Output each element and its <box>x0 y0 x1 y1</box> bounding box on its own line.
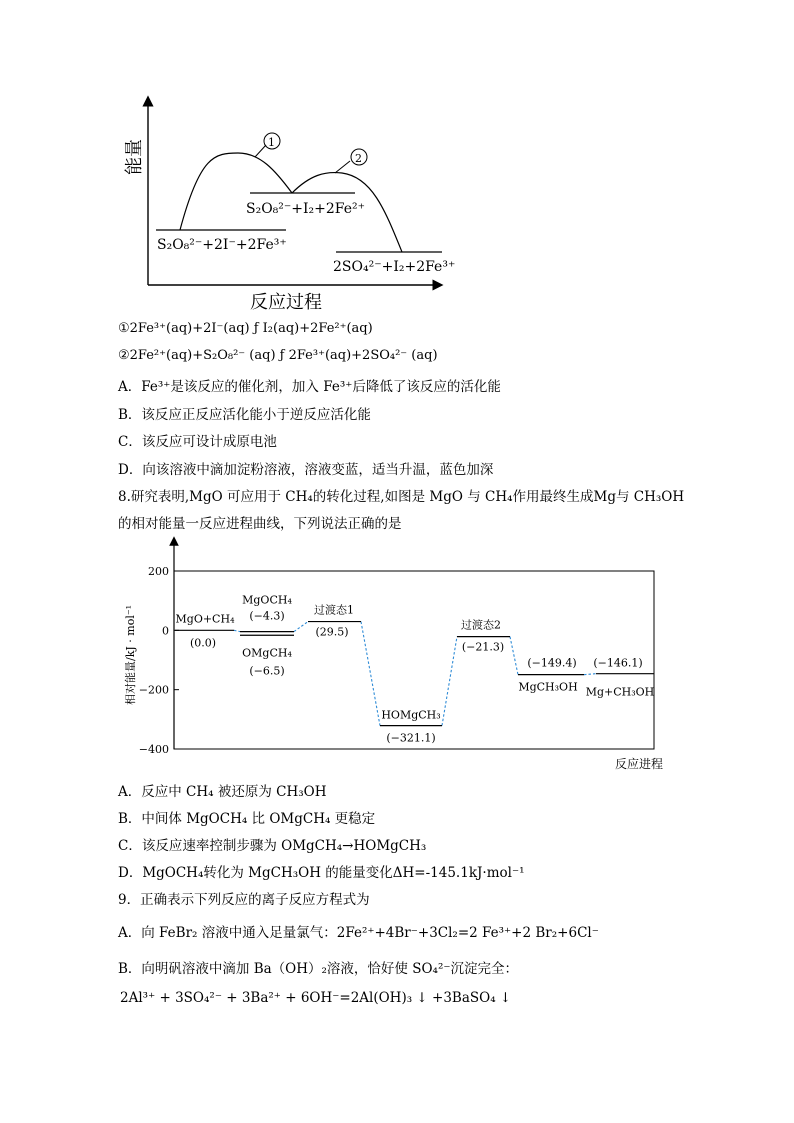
marker-1-leader <box>255 145 266 157</box>
state-species-label: MgOCH₄ <box>242 593 292 607</box>
state-species-label: MgCH₃OH <box>518 680 578 694</box>
q8-stem-line-1: 8.研究表明,MgO 可应用于 CH₄的转化过程,如图是 MgO 与 CH₄作用最终生成Mg与 CH₃OH <box>118 489 685 505</box>
q7-option-c: C．该反应可设计成原电池 <box>118 434 277 450</box>
y-axis-label: 能量 <box>124 139 145 175</box>
marker-2-leader <box>335 161 350 173</box>
q8-option-d: D．MgOCH₄转化为 MgCH₃OH 的能量变化ΔH=-145.1kJ·mol⁻¹ <box>118 865 525 881</box>
path-connector <box>584 674 596 675</box>
state-species-label: 过渡态1 <box>314 603 354 617</box>
marker-2-text: 2 <box>355 152 362 165</box>
path-connector <box>294 622 308 632</box>
q8-stem-line-2: 的相对能量一反应进程曲线，下列说法正确的是 <box>118 516 402 532</box>
q9-option-a: A．向 FeBr₂ 溶液中通入足量氯气：2Fe²⁺+4Br⁻+3Cl₂=2 Fe³⁺+2 Br₂+6Cl⁻ <box>118 925 599 941</box>
energy-profile-chart <box>112 535 682 775</box>
q7-equation-2: ②2Fe²⁺(aq)+S₂O₈²⁻ (aq) ƒ 2Fe³⁺(aq)+2SO₄²⁻ (aq) <box>118 348 438 363</box>
q8-option-b: B．中间体 MgOCH₄ 比 OMgCH₄ 更稳定 <box>118 811 376 827</box>
path-connector <box>442 637 457 726</box>
state-energy-label: (0.0) <box>189 636 217 650</box>
q7-option-d: D．向该溶液中滴加淀粉溶液，溶液变蓝，适当升温，蓝色加深 <box>118 462 494 478</box>
state-energy-label: (−149.4) <box>527 656 577 670</box>
q9-stem: 9．正确表示下列反应的离子反应方程式为 <box>118 892 370 908</box>
q8-option-c: C．该反应速率控制步骤为 OMgCH₄→HOMgCH₃ <box>118 838 427 854</box>
q9-option-b: B．向明矾溶液中滴加 Ba（OH）₂溶液，恰好使 SO₄²⁻沉淀完全： <box>118 961 518 977</box>
energy-diagram-1 <box>110 95 470 315</box>
state-species-label: HOMgCH₃ <box>381 708 441 722</box>
state-species-label: MgO+CH₄ <box>175 612 235 626</box>
q7-equation-1: ①2Fe³⁺(aq)+2I⁻(aq) ƒ I₂(aq)+2Fe²⁺(aq) <box>118 321 373 336</box>
level-end-label: 2SO₄²⁻+I₂+2Fe³⁺ <box>333 259 456 275</box>
y-tick-label: 0 <box>162 624 169 638</box>
state-energy-label: (−4.3) <box>249 609 285 623</box>
y-tick-label: −400 <box>138 743 169 756</box>
q9-option-b-equation: 2Al³⁺ + 3SO₄²⁻ + 3Ba²⁺ + 6OH⁻=2Al(OH)₃ ↓ +3BaSO₄ ↓ <box>120 990 512 1006</box>
y-tick-label: 200 <box>148 565 169 578</box>
path-connector <box>510 637 518 675</box>
state-energy-label: (−146.1) <box>593 656 643 670</box>
q8-option-a: A．反应中 CH₄ 被还原为 CH₃OH <box>118 784 327 800</box>
state-energy-label: (−21.3) <box>461 640 505 654</box>
state-energy-label: (−321.1) <box>386 731 436 745</box>
state-species-label: Mg+CH₃OH <box>585 685 655 699</box>
chart-ylabel: 相对能量/kJ · mol⁻¹ <box>124 604 137 705</box>
q7-option-a: A．Fe³⁺是该反应的催化剂，加入 Fe³⁺后降低了该反应的活化能 <box>118 379 501 395</box>
state-species-label: OMgCH₄ <box>242 646 292 660</box>
chart-xlabel: 反应进程 <box>615 757 664 771</box>
y-tick-label: −200 <box>138 683 169 697</box>
state-energy-label: (−6.5) <box>249 664 285 678</box>
level-mid-label: S₂O₈²⁻+I₂+2Fe²⁺ <box>246 201 366 217</box>
x-axis-label: 反应过程 <box>250 292 322 313</box>
path-connector <box>234 630 240 631</box>
marker-1-text: 1 <box>268 136 275 149</box>
level-start-label: S₂O₈²⁻+2I⁻+2Fe³⁺ <box>157 237 287 253</box>
state-species-label: 过渡态2 <box>461 618 501 632</box>
path-connector <box>361 622 380 726</box>
q7-option-b: B．该反应正反应活化能小于逆反应活化能 <box>118 407 371 423</box>
curve-step-1 <box>180 153 292 230</box>
state-energy-label: (29.5) <box>315 625 349 639</box>
